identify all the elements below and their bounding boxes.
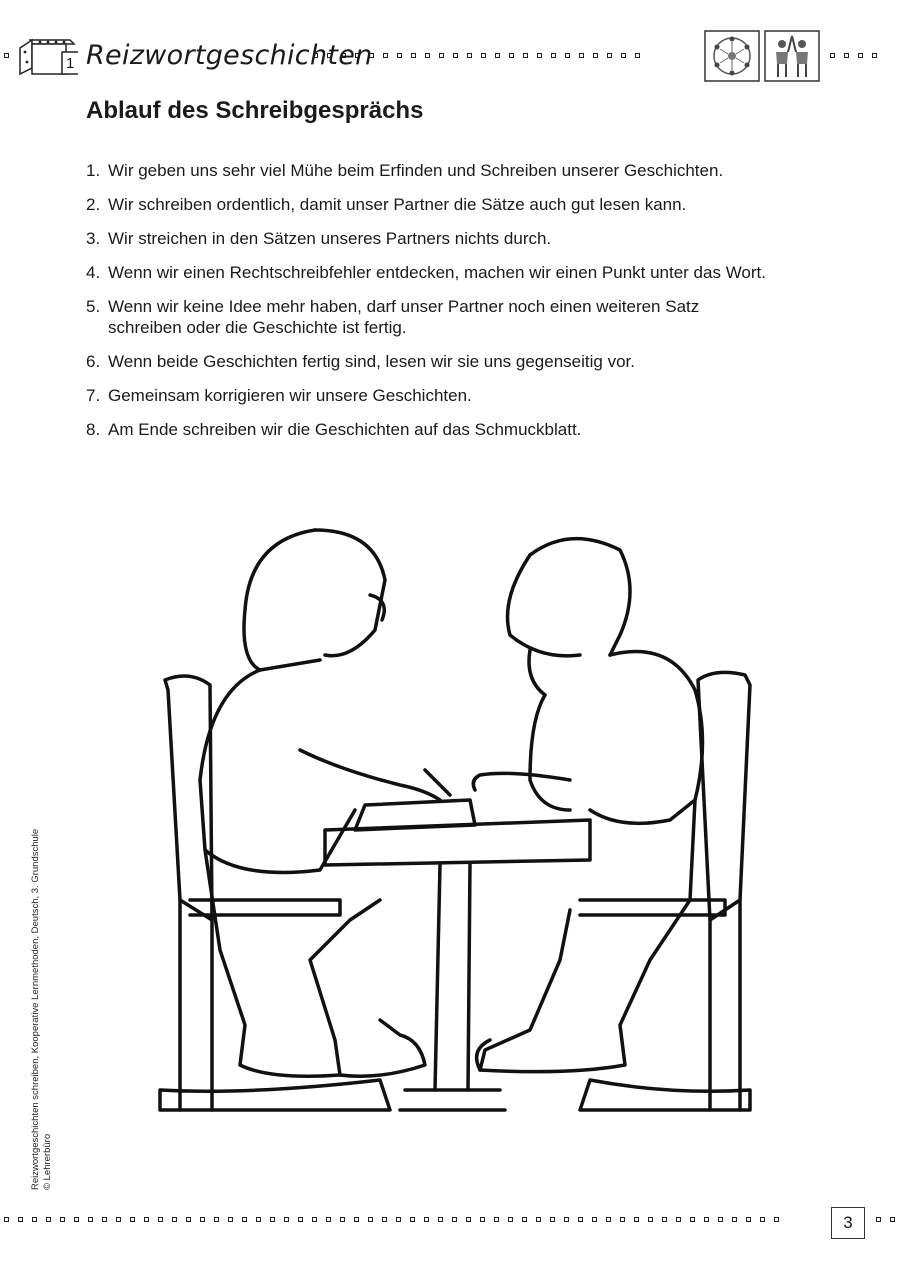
credit-line-publication: Reizwortgeschichten schreiben, Kooperative Lernmethoden, Deutsch, 3. Grundschule	[30, 828, 41, 1190]
pencil	[425, 770, 450, 795]
rule-number: 2.	[86, 195, 101, 214]
footer-dots-right	[876, 1217, 895, 1222]
footer-dots	[4, 1217, 779, 1222]
rule-item	[86, 419, 846, 440]
rule-number: 7.	[86, 386, 101, 405]
chapter-number: 1	[66, 55, 75, 72]
boy-hoodie	[590, 652, 703, 824]
rule-number: 8.	[86, 420, 101, 439]
rule-text: Wenn beide Geschichten fertig sind, lesen wir sie uns gegenseitig vor.	[108, 352, 635, 371]
page-number: 3	[831, 1207, 865, 1239]
page-heading: Ablauf des Schreibgesprächs	[86, 97, 424, 124]
right-chair-back	[698, 672, 750, 920]
boy-arm	[473, 773, 570, 790]
boy-chin-hand	[529, 650, 545, 695]
method-circle-icon	[704, 30, 760, 87]
rule-item	[86, 160, 846, 181]
rule-item	[86, 262, 846, 283]
children-at-table-illustration	[150, 520, 760, 1135]
header-dots-right	[830, 53, 877, 58]
rule-text: Am Ende schreiben wir die Geschichten auf das Schmuckblatt.	[108, 420, 582, 439]
left-chair-legs	[180, 900, 212, 1110]
rule-item	[86, 228, 846, 249]
rule-item	[86, 296, 846, 338]
table-leg	[435, 863, 470, 1090]
rule-item	[86, 194, 846, 215]
left-chair-back	[165, 676, 212, 920]
boy-hair	[530, 539, 630, 655]
rule-text: Wir streichen in den Sätzen unseres Partners nichts durch.	[108, 229, 552, 248]
boy-face	[508, 555, 581, 656]
credit-line-copyright: © Lehrerbüro	[42, 1133, 53, 1190]
rule-text: Gemeinsam korrigieren wir unsere Geschichten.	[108, 386, 472, 405]
rule-number: 5.	[86, 297, 101, 316]
rule-item	[86, 351, 846, 372]
rules-list	[86, 160, 846, 453]
rule-number: 4.	[86, 263, 101, 282]
rule-text: Wir geben uns sehr viel Mühe beim Erfinden und Schreiben unserer Geschichten.	[108, 161, 724, 180]
rule-number: 3.	[86, 229, 101, 248]
partner-pair-icon	[764, 30, 820, 87]
rule-text: Wenn wir einen Rechtschreibfehler entdecken, machen wir einen Punkt unter das Wort.	[108, 263, 766, 282]
rule-number: 6.	[86, 352, 101, 371]
header-dots-left	[4, 53, 9, 58]
rule-number: 1.	[86, 161, 101, 180]
girl-arm	[300, 750, 440, 800]
rule-text: Wir schreiben ordentlich, damit unser Partner die Sätze auch gut lesen kann.	[108, 195, 687, 214]
header-title: Reizwortgeschichten	[86, 40, 373, 71]
right-chair-legs	[710, 900, 740, 1110]
girl-hair	[244, 530, 320, 670]
side-credit	[30, 829, 54, 1190]
rule-item	[86, 385, 846, 406]
rule-text: Wenn wir keine Idee mehr haben, darf unser Partner noch einen weiteren Satz schreiben oder die Geschichte ist fertig.	[108, 297, 700, 337]
dice-icon	[18, 38, 78, 81]
